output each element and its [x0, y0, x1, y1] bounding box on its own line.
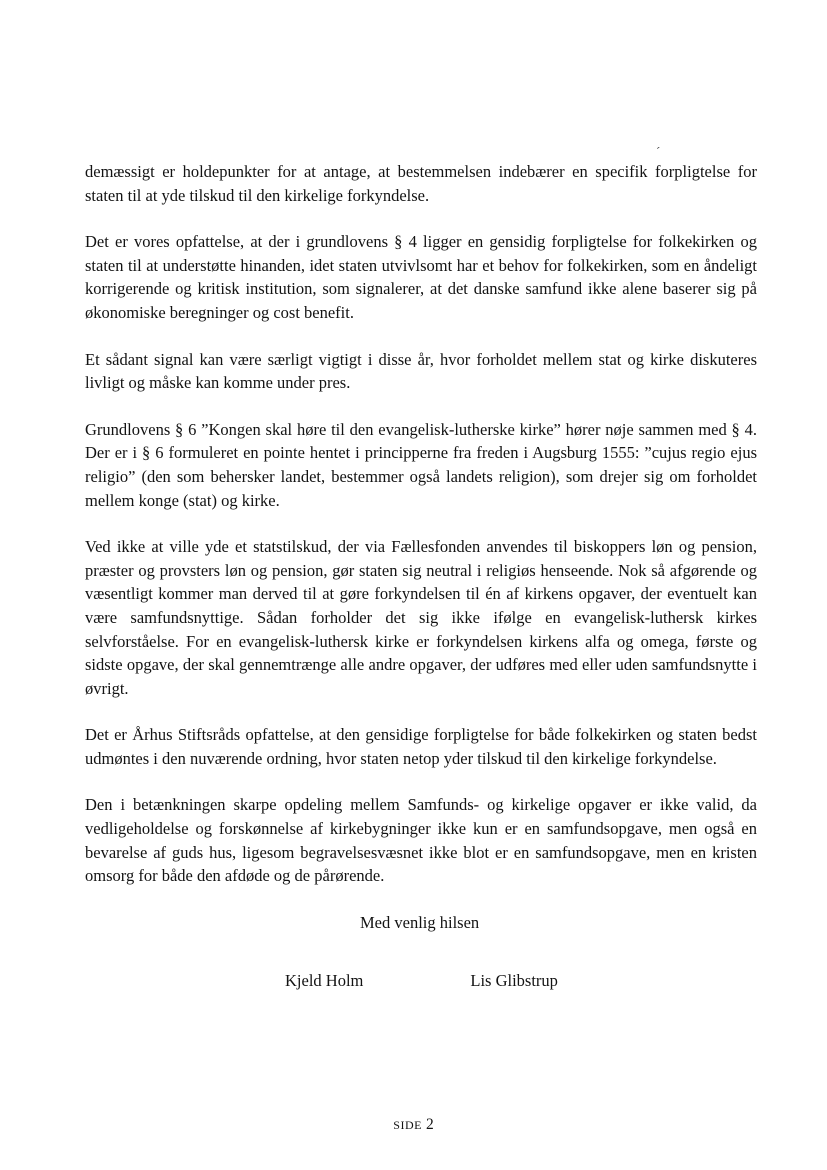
paragraph-stiftsraad-opfattelse: Det er Århus Stiftsråds opfattelse, at den gensidige forpligtelse for både folkekirken og staten bedst udmøntes i den nuværende ordning, hvor staten netop yder tilskud til den kirkelige forkyndelse. [85, 725, 757, 768]
paragraph-betaenkning: Den i betænkningen skarpe opdeling mellem Samfunds- og kirkelige opgaver er ikke valid, da vedligeholdelse og forskønnelse af kirkebygninger ikke kun er en samfundsopgave, men også en bevarelse af guds hus, ligesom begravelsesvæsnet ikke blot er en samfundsopgave, men en kristen omsorg for både den afdøde og de pårørende. [85, 795, 757, 886]
signature-name-lis-glibstrup: Lis Glibstrup [470, 971, 558, 991]
signature-row [85, 969, 757, 993]
letter-body [85, 160, 757, 993]
closing-salutation: Med venlig hilsen [360, 912, 480, 932]
signature-name-kjeld-holm: Kjeld Holm [285, 971, 364, 991]
paragraph-statstilskud: Ved ikke at ville yde et statstilskud, der via Fællesfonden anvendes til biskoppers løn og pension, præster og provsters løn og pension, gør staten sig neutral i religiøs henseende. Nok så afgørende og væsentligt kommer man derved til at gøre forkyndelsen til én af kirkens opgaver, der eventuelt kan være samfundsnyttige. Sådan forholder det sig ikke ifølge en evangelisk-luthersk kirkes selvforståelse. For en evangelisk-luthersk kirke er forkyndelsen kirkens alfa og omega, første og sidste opgave, der skal gennemtrænge alle andre opgaver, der udføres med eller uden samfundsnytte i øvrigt. [85, 537, 757, 698]
footer-page-number: 2 [425, 1116, 434, 1133]
footer-side-label: SIDE [393, 1118, 422, 1132]
paragraph-signal: Et sådant signal kan være særligt vigtigt i disse år, hvor forholdet mellem stat og kirke diskuteres livligt og måske kan komme under pres. [85, 349, 757, 393]
scan-artifact-mark: ´ [656, 144, 661, 159]
paragraph-continuation: demæssigt er holdepunkter for at antage, at bestemmelsen indebærer en specifik forpligtelse for staten til at yde tilskud til den kirkelige forkyndelse. [85, 162, 757, 205]
paragraph-grundloven-4: Det er vores opfattelse, at der i grundlovens § 4 ligger en gensidig forpligtelse for folkekirken og staten til at understøtte hinanden, idet staten utvivlsomt har et behov for folkekirken, som en åndeligt korrigerende og kritisk institution, som signalerer, at det danske samfund ikke alene baserer sig på økonomiske beregninger og cost benefit. [85, 232, 757, 322]
paragraph-grundloven-6: Grundlovens § 6 ”Kongen skal høre til den evangelisk-lutherske kirke” hører nøje sammen med § 4. Der er i § 6 formuleret en pointe hentet i principperne fra freden i Augsburg 1555: ”cujus regio ejus religio” (den som behersker landet, bestemmer også landets religion), som drejer sig om forholdet mellem konge (stat) og kirke. [85, 419, 757, 510]
page-footer [0, 1116, 827, 1134]
